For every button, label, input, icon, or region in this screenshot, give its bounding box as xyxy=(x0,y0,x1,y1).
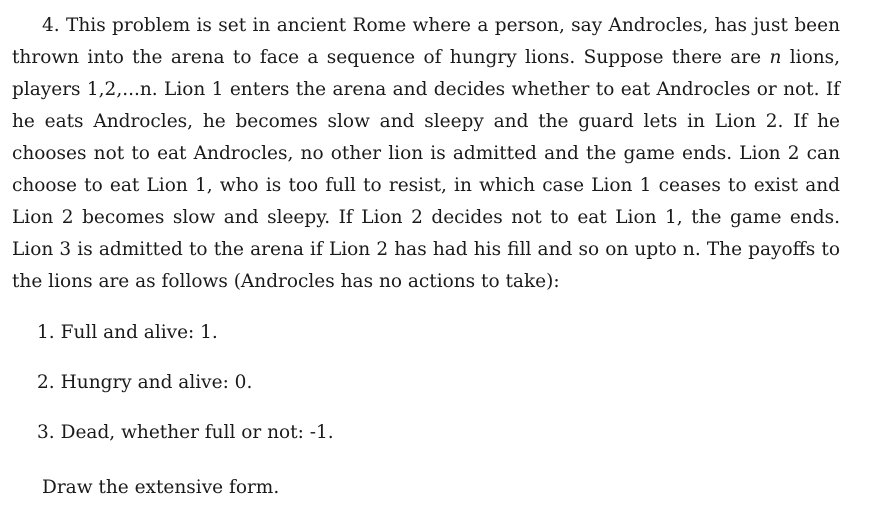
variable-n: n xyxy=(769,47,782,68)
problem-text-part1: This problem is set in ancient Rome where a person, say Androcles, has just been thrown into the arena to face a sequence of hungry lions. Suppose there are xyxy=(12,15,840,68)
payoff-text: Full and alive: 1. xyxy=(60,322,218,343)
payoff-item xyxy=(37,367,334,417)
problem-number: 4. xyxy=(42,15,60,36)
instruction-text: Draw the extensive form. xyxy=(42,477,280,498)
payoff-number: 2. xyxy=(37,372,55,393)
payoff-text: Dead, whether full or not: -1. xyxy=(60,422,334,443)
payoff-number: 1. xyxy=(37,322,55,343)
problem-paragraph xyxy=(12,10,840,298)
payoff-list xyxy=(37,317,334,467)
payoff-item xyxy=(37,417,334,467)
payoff-item xyxy=(37,317,334,367)
problem-text-part2: lions, players 1,2,...n. Lion 1 enters the arena and decides whether to eat Androcles or not. If he eats Androcles, he becomes slow and sleepy and the guard lets in Lion 2. If he chooses not to eat Androcles, no other lion is admitted and the game ends. Lion 2 can choose to eat Lion 1, who is too full to resist, in which case Lion 1 ceases to exist and Lion 2 becomes slow and sleepy. If Lion 2 decides not to eat Lion 1, the game ends. Lion 3 is admitted to the arena if Lion 2 has had his fill and so on upto n. The payoffs to the lions are as follows (Androcles has no actions to take): xyxy=(12,47,841,292)
payoff-text: Hungry and alive: 0. xyxy=(60,372,253,393)
payoff-number: 3. xyxy=(37,422,55,443)
